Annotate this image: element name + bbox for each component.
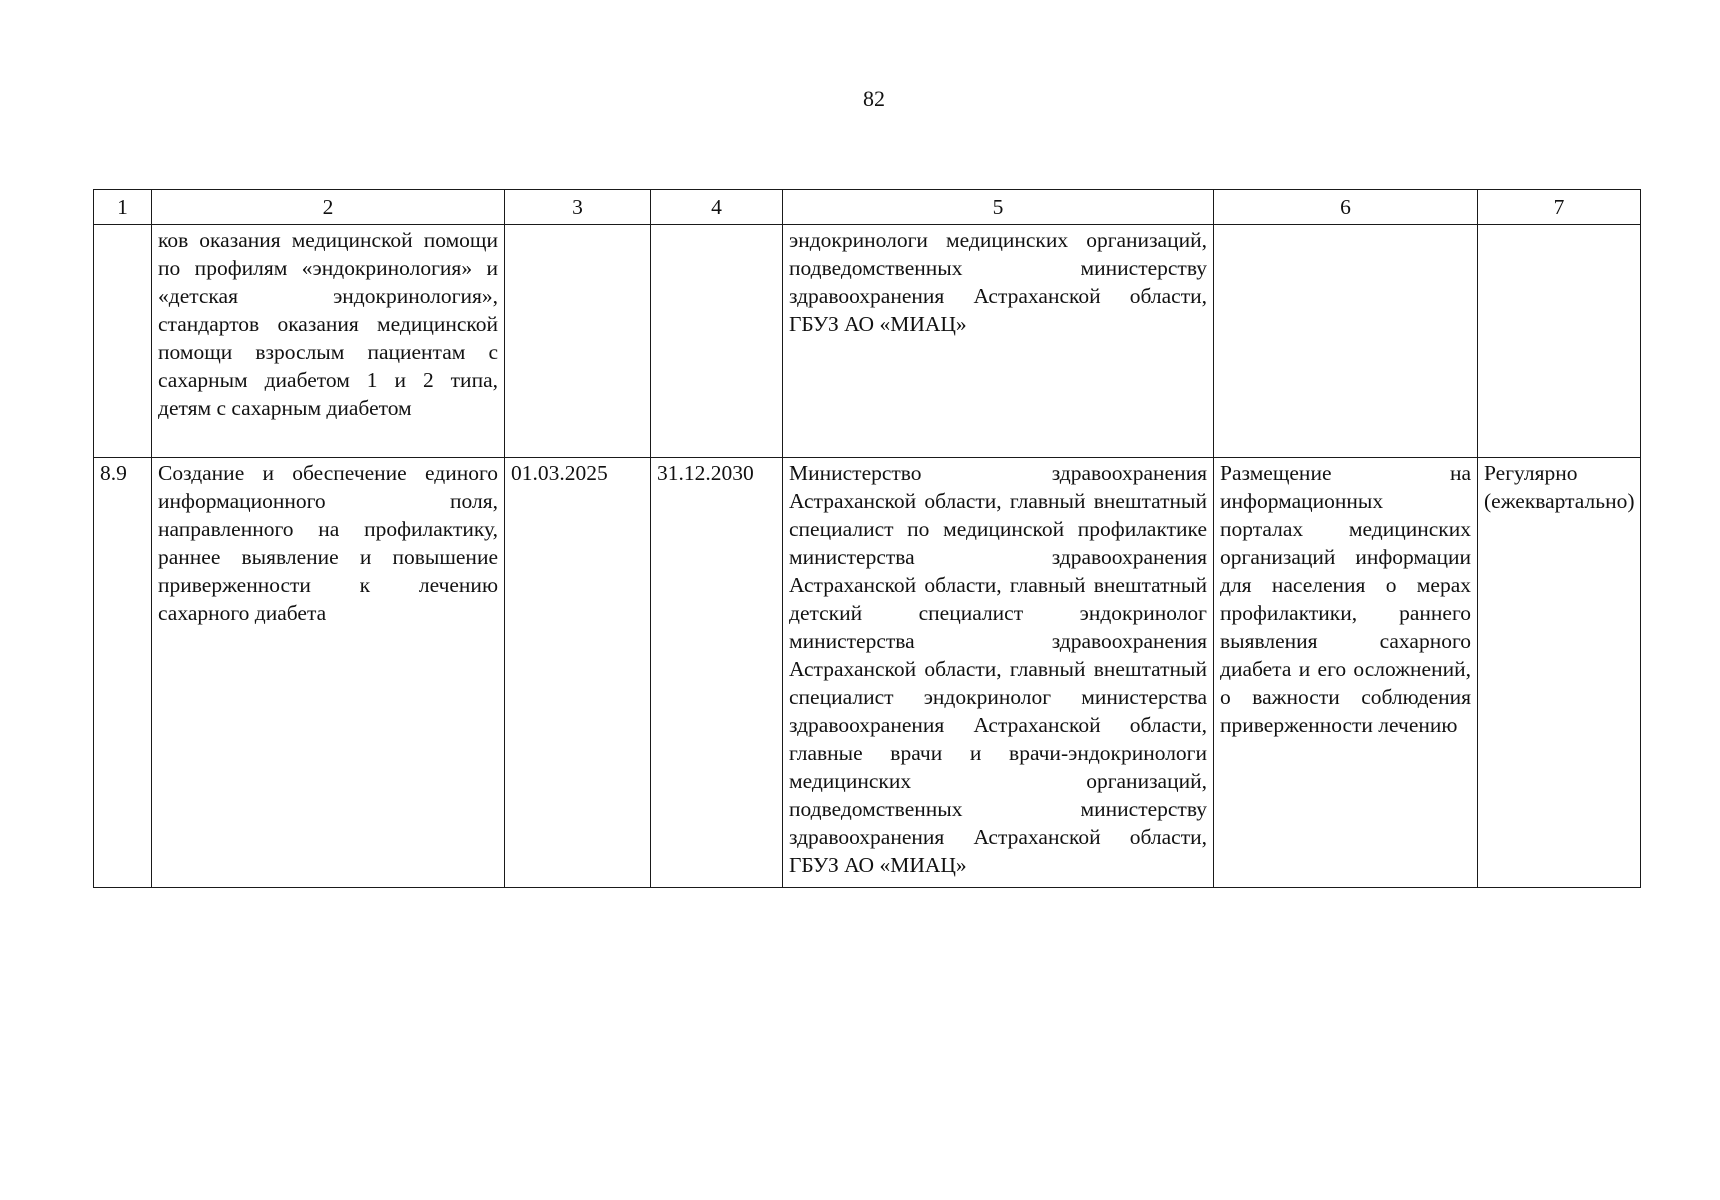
responsible-cell: Министерство здравоохранения Астраханской области, главный внештатный специалист по медицинской профилактике министерства здравоохранения Астраханской области, главный внештатный детский специалист эндокринолог министерства здравоохранения Астраханской области, главный внештатный специалист эндокринолог министерства здравоохранения Астраханской области, главные врачи и врачи-эндокринологи медицинских организаций, подведомственных министерству здравоохранения Астраханской области, ГБУЗ АО «МИАЦ» (783, 458, 1214, 888)
responsible-cell: эндокринологи медицинских организаций, подведомственных министерству здравоохранения Астраханской области, ГБУЗ АО «МИАЦ» (783, 225, 1214, 458)
end-date-cell: 31.12.2030 (651, 458, 783, 888)
row-number-cell: 8.9 (94, 458, 152, 888)
column-header: 4 (651, 190, 783, 225)
measures-table (93, 189, 1641, 888)
frequency-cell (1478, 225, 1641, 458)
start-date-cell: 01.03.2025 (505, 458, 651, 888)
column-header: 6 (1214, 190, 1478, 225)
table-row (94, 225, 1641, 458)
result-cell: Размещение на информационных порталах медицинских организаций информации для населения о мерах профилактики, раннего выявления сахарного диабета и его осложнений, о важности соблюдения приверженности лечению (1214, 458, 1478, 888)
activity-cell: ков оказания медицинской помощи по профилям «эндокринология» и «детская эндокринология», стандартов оказания медицинской помощи взрослым пациентам с сахарным диабетом 1 и 2 типа, детям с сахарным диабетом (152, 225, 505, 458)
start-date-cell (505, 225, 651, 458)
column-number-row (94, 190, 1641, 225)
page-number: 82 (863, 86, 885, 111)
activity-cell: Создание и обеспечение единого информационного поля, направленного на профилактику, раннее выявление и повышение приверженности к лечению сахарного диабета (152, 458, 505, 888)
frequency-cell: Регулярно (ежеквартально) (1478, 458, 1641, 888)
column-header: 1 (94, 190, 152, 225)
end-date-cell (651, 225, 783, 458)
table-row (94, 458, 1641, 888)
row-number-cell (94, 225, 152, 458)
column-header: 2 (152, 190, 505, 225)
column-header: 7 (1478, 190, 1641, 225)
column-header: 5 (783, 190, 1214, 225)
column-header: 3 (505, 190, 651, 225)
result-cell (1214, 225, 1478, 458)
